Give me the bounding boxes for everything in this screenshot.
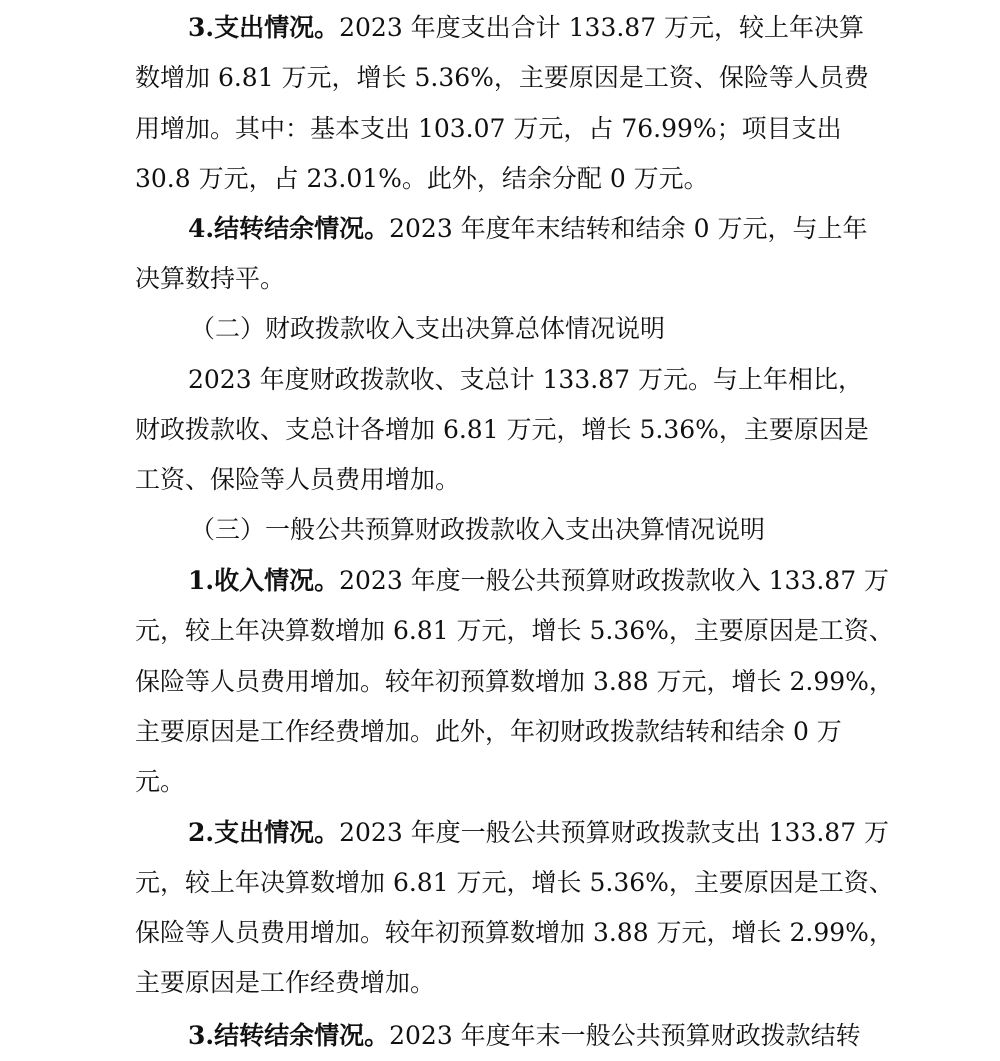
paragraph-general-expenditure-line-1 (0, 808, 889, 858)
paragraph-expenditure-line-2: 数增加 6.81 万元，增长 5.36%，主要原因是工资、保险等人员费 (135, 63, 869, 92)
paragraph-general-carryover-line-1 (0, 1011, 861, 1061)
paragraph-expenditure-line-4: 30.8 万元，占 23.01%。此外，结余分配 0 万元。 (135, 164, 709, 193)
section-heading-fiscal-overview: （二）财政拨款收入支出决算总体情况说明 (190, 314, 666, 343)
paragraph-fiscal-overview-line-1: 2023 年度财政拨款收、支总计 133.87 万元。与上年相比， (188, 365, 863, 394)
paragraph-income-line-4: 主要原因是工作经费增加。此外，年初财政拨款结转和结余 0 万 (135, 717, 842, 746)
paragraph-heading: 3.支出情况。 (188, 13, 340, 42)
paragraph-fiscal-overview-line-2: 财政拨款收、支总计各增加 6.81 万元，增长 5.36%，主要原因是 (135, 415, 869, 444)
paragraph-heading: 3.结转结余情况。 (188, 1021, 390, 1050)
paragraph-income-line-1 (0, 556, 889, 606)
paragraph-text: 2023 年度一般公共预算财政拨款支出 133.87 万 (339, 818, 890, 847)
paragraph-heading: 4.结转结余情况。 (188, 214, 390, 243)
paragraph-text: 2023 年度年末一般公共预算财政拨款结转 (389, 1021, 861, 1050)
paragraph-text: 2023 年度年末结转和结余 0 万元，与上年 (389, 214, 868, 243)
paragraph-expenditure-line-3: 用增加。其中：基本支出 103.07 万元，占 76.99%；项目支出 (135, 114, 842, 143)
paragraph-text: 2023 年度一般公共预算财政拨款收入 133.87 万 (339, 566, 890, 595)
paragraph-heading: 1.收入情况。 (188, 566, 340, 595)
paragraph-heading: 2.支出情况。 (188, 818, 340, 847)
paragraph-expenditure-line-1 (0, 3, 864, 53)
paragraph-income-line-2: 元，较上年决算数增加 6.81 万元，增长 5.36%，主要原因是工资、 (135, 616, 894, 645)
paragraph-carryover-line-2: 决算数持平。 (135, 264, 286, 293)
paragraph-income-line-3: 保险等人员费用增加。较年初预算数增加 3.88 万元，增长 2.99%， (135, 667, 894, 696)
paragraph-income-line-5: 元。 (135, 767, 186, 796)
paragraph-carryover-line-1 (0, 204, 867, 254)
paragraph-general-expenditure-line-4: 主要原因是工作经费增加。 (135, 968, 436, 997)
section-heading-general-budget: （三）一般公共预算财政拨款收入支出决算情况说明 (190, 515, 766, 544)
paragraph-fiscal-overview-line-3: 工资、保险等人员费用增加。 (135, 465, 461, 494)
paragraph-general-expenditure-line-3: 保险等人员费用增加。较年初预算数增加 3.88 万元，增长 2.99%， (135, 918, 894, 947)
paragraph-general-expenditure-line-2: 元，较上年决算数增加 6.81 万元，增长 5.36%，主要原因是工资、 (135, 868, 894, 897)
paragraph-text: 2023 年度支出合计 133.87 万元，较上年决算 (339, 13, 865, 42)
